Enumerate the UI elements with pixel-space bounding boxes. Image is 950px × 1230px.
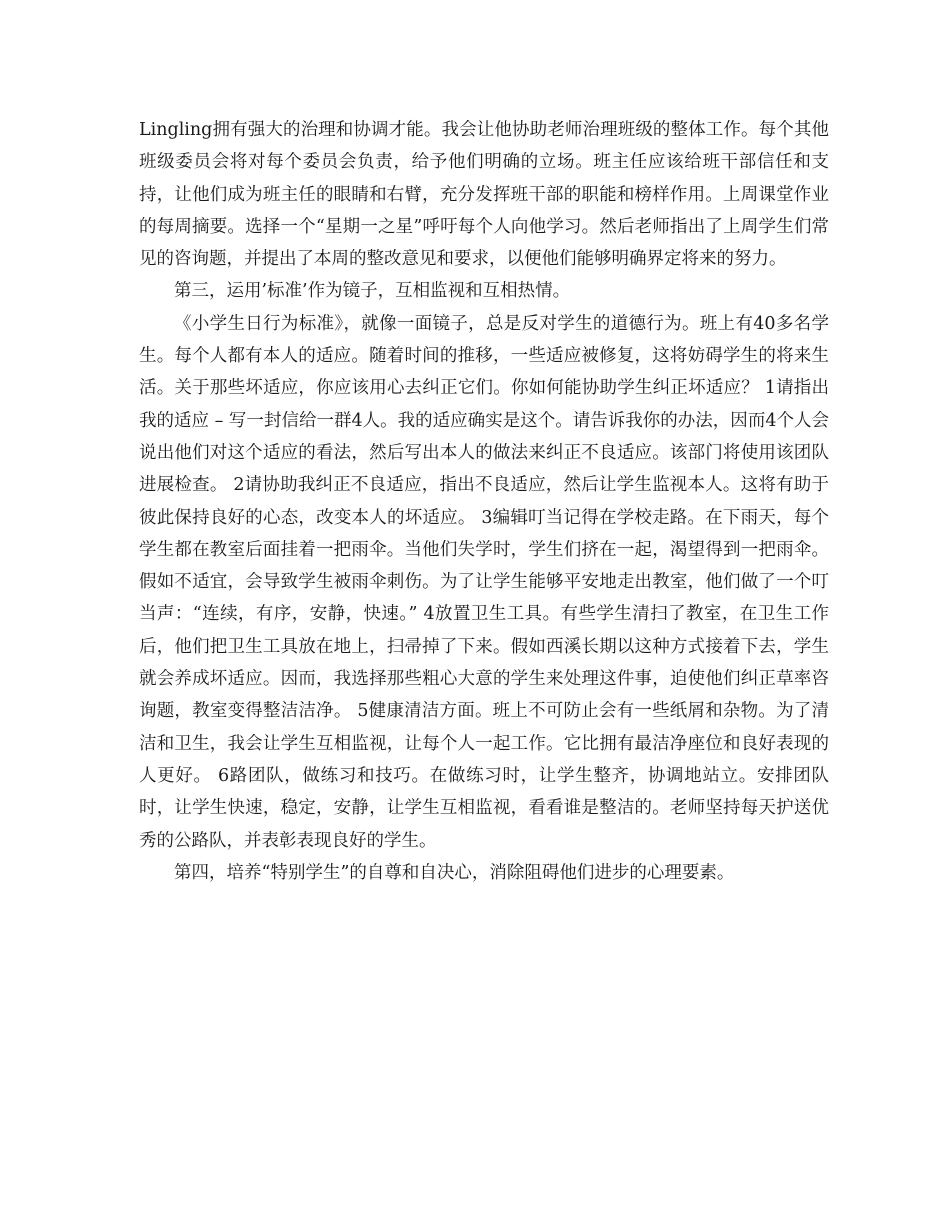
paragraph-class-committee: Lingling拥有强大的治理和协调才能。我会让他协助老师治理班级的整体工作。每个其他班级委员会将对每个委员会负责，给予他们明确的立场。班主任应该给班干部信任和支持，让他们成为班主任的眼睛和右臂，充分发挥班干部的职能和榜样作用。上周课堂作业的每周摘要。选择一个“星期一之星”呼吁每个人向他学习。然后老师指出了上周学生们常见的咨询题，并提出了本周的整改意见和要求，以便他们能够明确界定将来的努力。 xyxy=(139,120,829,270)
paragraph-heading-fourth: 第四，培养“特别学生”的自尊和自决心，消除阻碍他们进步的心理要素。 xyxy=(174,862,735,883)
document-body xyxy=(139,114,829,889)
paragraph-heading-third: 第三，运用’标准’作为镜子，互相监视和互相热情。 xyxy=(174,281,571,302)
paragraph-behavior-standards: 《小学生日行为标准》，就像一面镜子，总是反对学生的道德行为。班上有40多名学生。每个人都有本人的适应。随着时间的推移，一些适应被修复，这将妨碍学生的将来生活。关于那些坏适应，你应该用心去纠正它们。你如何能协助学生纠正坏适应？ 1请指出我的适应 – 写一封信给一群4人。我的适应确实是这个。请告诉我你的办法，因而4个人会说出他们对这个适应的看法，然后写出本人的做法来纠正不良适应。该部门将使用该团队进展检查。 2请协助我纠正不良适应，指出不良适应，然后让学生监视本人。这将有助于彼此保持良好的心态，改变本人的坏适应。 3编辑叮当记得在学校走路。在下雨天，每个学生都在教室后面挂着一把雨伞。当他们失学时，学生们挤在一起，渴望得到一把雨伞。假如不适宜，会导致学生被雨伞刺伤。为了让学生能够平安地走出教室，他们做了一个叮当声：“连续，有序，安静，快速。” 4放置卫生工具。有些学生清扫了教室，在卫生工作后，他们把卫生工具放在地上，扫帚掉了下来。假如西溪长期以这种方式接着下去，学生就会养成坏适应。因而，我选择那些粗心大意的学生来处理这件事，迫使他们纠正草率咨询题，教室变得整洁洁净。 5健康清洁方面。班上不可防止会有一些纸屑和杂物。为了清洁和卫生，我会让学生互相监视，让每个人一起工作。它比拥有最洁净座位和良好表现的人更好。 6路团队，做练习和技巧。在做练习时，让学生整齐，协调地站立。安排团队时，让学生快速，稳定，安静，让学生互相监视，看看谁是整洁的。老师坚持每天护送优秀的公路队，并表彰表现良好的学生。 xyxy=(139,313,829,851)
